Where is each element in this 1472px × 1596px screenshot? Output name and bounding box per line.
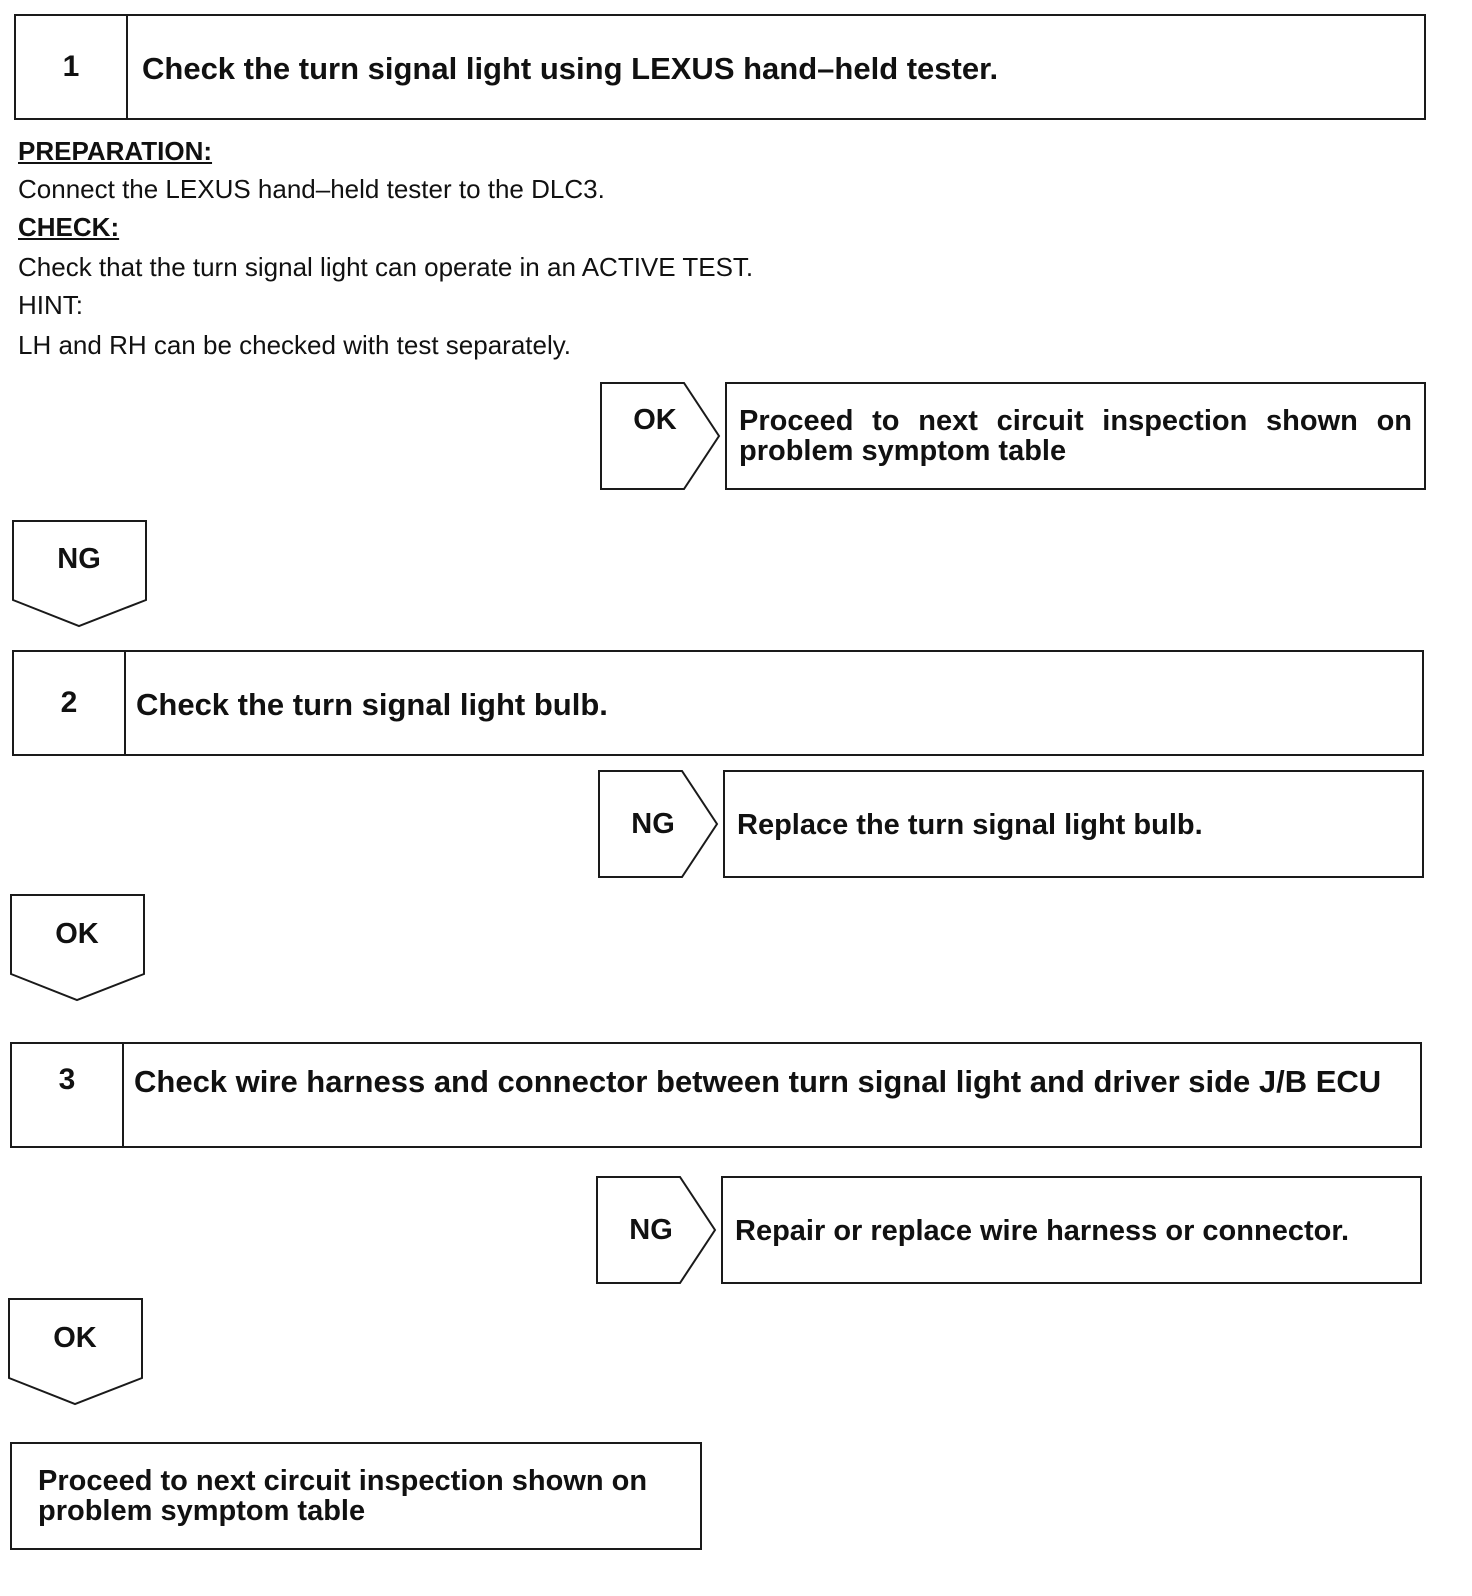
preparation-label: PREPARATION:: [18, 136, 213, 166]
step-3-number: 3: [12, 1044, 124, 1146]
final-result: Proceed to next circuit inspection shown on problem symptom table: [10, 1442, 702, 1550]
hint-text: LH and RH can be checked with test separately.: [18, 330, 572, 360]
step-2-title: Check the turn signal light bulb.: [136, 687, 608, 722]
branch-1-result: Proceed to next circuit inspection shown on problem symptom table: [725, 382, 1426, 490]
step-3-box: [10, 1042, 1422, 1148]
branch-1-label: OK: [633, 404, 677, 436]
branch-3-label: NG: [629, 1214, 673, 1246]
branch-2-result: Replace the turn signal light bulb.: [723, 770, 1424, 878]
step-1-title: Check the turn signal light using LEXUS hand–held tester.: [142, 51, 999, 86]
down-arrow-2-label: OK: [55, 918, 99, 950]
step-2-box: [12, 650, 1424, 756]
down-arrow-1-label: NG: [57, 543, 101, 575]
check-label: CHECK:: [18, 212, 120, 242]
step-1-number: 1: [16, 16, 128, 118]
step-1-box: [14, 14, 1426, 120]
step-2-number: 2: [14, 652, 126, 754]
preparation-text: Connect the LEXUS hand–held tester to the DLC3.: [18, 174, 605, 204]
step-3-title: Check wire harness and connector between turn signal light and driver side J/B ECU: [134, 1064, 1382, 1099]
branch-2-label: NG: [631, 808, 675, 840]
down-arrow-3-label: OK: [53, 1322, 97, 1354]
hint-label: HINT:: [18, 290, 83, 320]
check-text: Check that the turn signal light can operate in an ACTIVE TEST.: [18, 252, 754, 282]
branch-3-result: Repair or replace wire harness or connector.: [721, 1176, 1422, 1284]
